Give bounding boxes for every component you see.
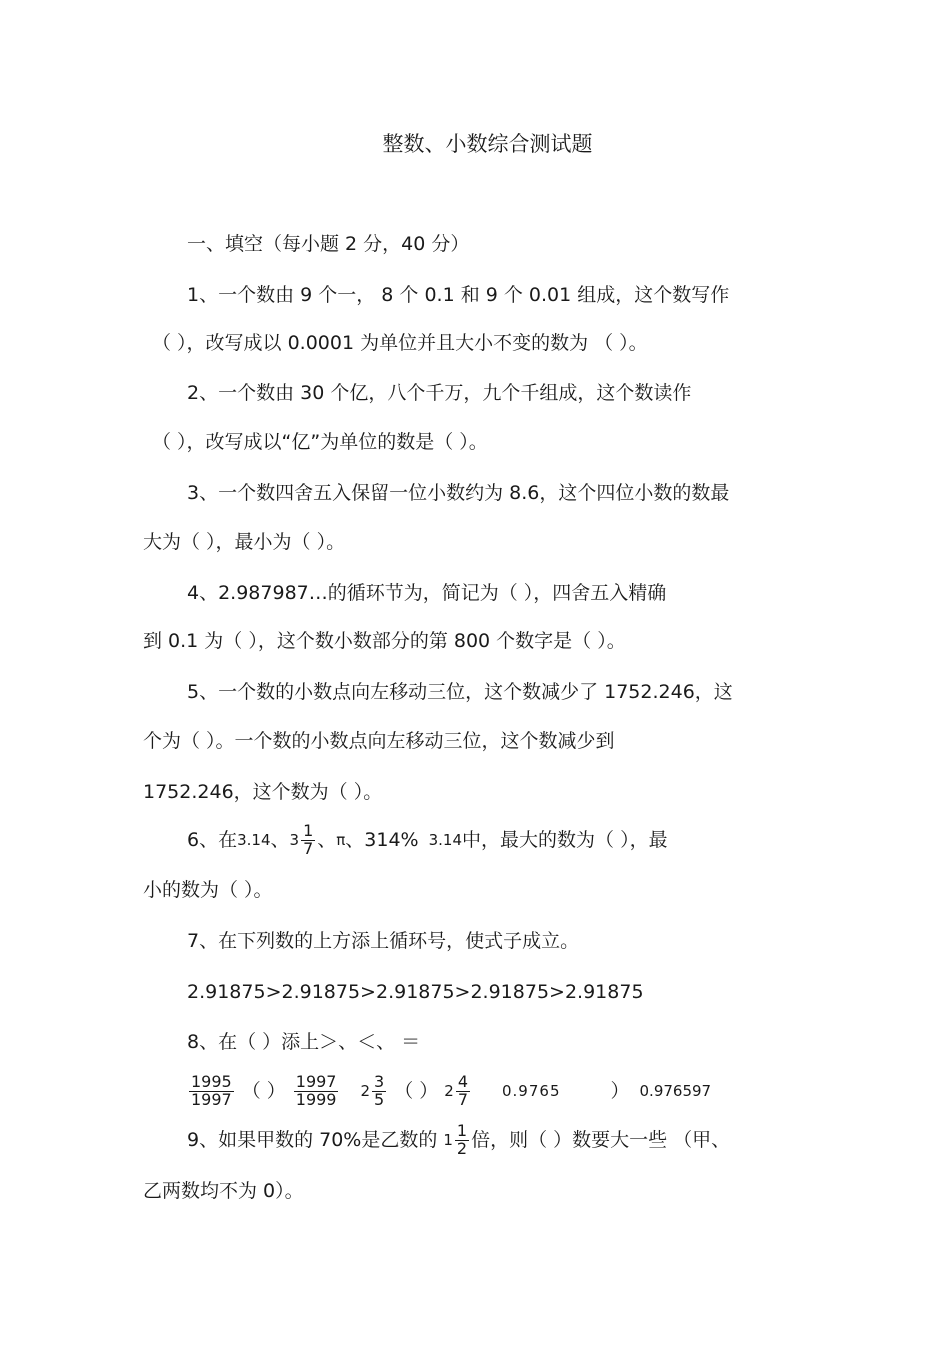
q6-fraction-denominator: 7 — [303, 838, 314, 858]
q6-pi: π — [336, 831, 346, 849]
question-6-line-1 — [187, 822, 668, 858]
question-5-line-1: 5、一个数的小数点向左移动三位，这个数减少了 1752.246，这 — [187, 681, 733, 703]
q8-blank-2: （ ） — [394, 1080, 439, 1102]
section-heading: 一、填空（每小题 2 分，40 分） — [187, 233, 470, 255]
question-1-line-1: 1、一个数由 9 个一， 8 个 0.1 和 9 个 0.01 组成，这个数写作 — [187, 284, 730, 306]
q6-suffix: 中，最大的数为（ ），最 — [462, 829, 668, 851]
q8-mixed-1-whole: 2 — [360, 1082, 371, 1100]
q8-blank-3: ） — [610, 1080, 630, 1102]
q6-value-d: 3.14 — [428, 831, 463, 849]
q6-prefix: 6、在 — [187, 829, 238, 851]
page-title: 整数、小数综合测试题 — [382, 132, 593, 156]
q8-mixed-2 — [444, 1071, 472, 1109]
q8-fraction-2-denominator: 1999 — [295, 1089, 337, 1109]
q6-value-a: 3.14 — [237, 831, 271, 849]
q8-decimal-1: 0.9765 — [502, 1082, 561, 1100]
q6-fraction — [301, 820, 315, 858]
question-3-line-2: 大为（ ），最小为（ ）。 — [143, 531, 346, 553]
question-2-line-2: （ ），改写成以“亿”为单位的数是（ ）。 — [152, 431, 488, 453]
q6-sep-1: 、 — [270, 829, 290, 851]
question-5-line-3: 1752.246，这个数为（ ）。 — [143, 781, 383, 803]
q6-sep-3: 、314% — [345, 829, 419, 851]
q9-mixed-whole: 1 — [443, 1131, 453, 1149]
question-1-line-2: （ ），改写成以 0.0001 为单位并且大小不变的数为 （ ）。 — [152, 332, 648, 354]
question-4-line-1: 4、2.987987…的循环节为，简记为（ ），四舍五入精确 — [187, 582, 667, 604]
q9-fraction — [455, 1120, 469, 1158]
q9-suffix: 倍，则（ ）数要大一些 （甲、 — [471, 1129, 731, 1151]
q6-sep-2: 、 — [317, 829, 337, 851]
question-2-line-1: 2、一个数由 30 个亿，八个千万，九个千组成，这个数读作 — [187, 382, 692, 404]
q8-mixed-1 — [360, 1071, 388, 1109]
q8-mixed-2-denominator: 7 — [457, 1089, 468, 1109]
q8-fraction-1-denominator: 1997 — [191, 1089, 232, 1109]
q6-mixed-number — [289, 820, 318, 858]
question-8-line-1: 8、在（ ）添上＞、＜、 ＝ — [187, 1031, 421, 1053]
q8-fraction-2 — [294, 1071, 339, 1109]
question-6-line-2: 小的数为（ ）。 — [143, 879, 273, 901]
question-9-line-1 — [187, 1118, 730, 1162]
q9-prefix: 9、如果甲数的 70%是乙数的 — [187, 1129, 438, 1151]
q8-mixed-2-fraction — [456, 1071, 470, 1109]
q8-mixed-2-whole: 2 — [444, 1082, 454, 1100]
q9-fraction-denominator: 2 — [456, 1138, 468, 1158]
q8-mixed-1-denominator: 5 — [374, 1089, 385, 1109]
q9-fraction-numerator: 1 — [456, 1120, 468, 1140]
q8-fraction-1-numerator: 1995 — [191, 1071, 232, 1091]
question-8-comparisons — [187, 1068, 711, 1114]
question-7-line-1: 7、在下列数的上方添上循环号，使式子成立。 — [187, 930, 580, 952]
q6-fraction-numerator: 1 — [303, 820, 314, 840]
q8-decimal-2: 0.976597 — [639, 1082, 712, 1100]
question-9-line-2: 乙两数均不为 0）。 — [143, 1180, 304, 1202]
q6-mixed-whole: 3 — [289, 831, 300, 849]
question-5-line-2: 个为（ ）。一个数的小数点向左移动三位，这个数减少到 — [143, 730, 615, 752]
q9-mixed-number — [443, 1120, 471, 1158]
q8-blank-1: （ ） — [241, 1080, 286, 1102]
question-7-expression: 2.91875>2.91875>2.91875>2.91875>2.91875 — [187, 981, 644, 1003]
q8-fraction-1 — [189, 1071, 234, 1109]
q8-fraction-2-numerator: 1997 — [295, 1071, 337, 1091]
question-3-line-1: 3、一个数四舍五入保留一位小数约为 8.6，这个四位小数的数最 — [187, 482, 730, 504]
question-4-line-2: 到 0.1 为（ ），这个数小数部分的第 800 个数字是（ ）。 — [143, 630, 626, 652]
q8-mixed-2-numerator: 4 — [457, 1071, 468, 1091]
q8-mixed-1-fraction — [372, 1071, 386, 1109]
q8-mixed-1-numerator: 3 — [374, 1071, 385, 1091]
